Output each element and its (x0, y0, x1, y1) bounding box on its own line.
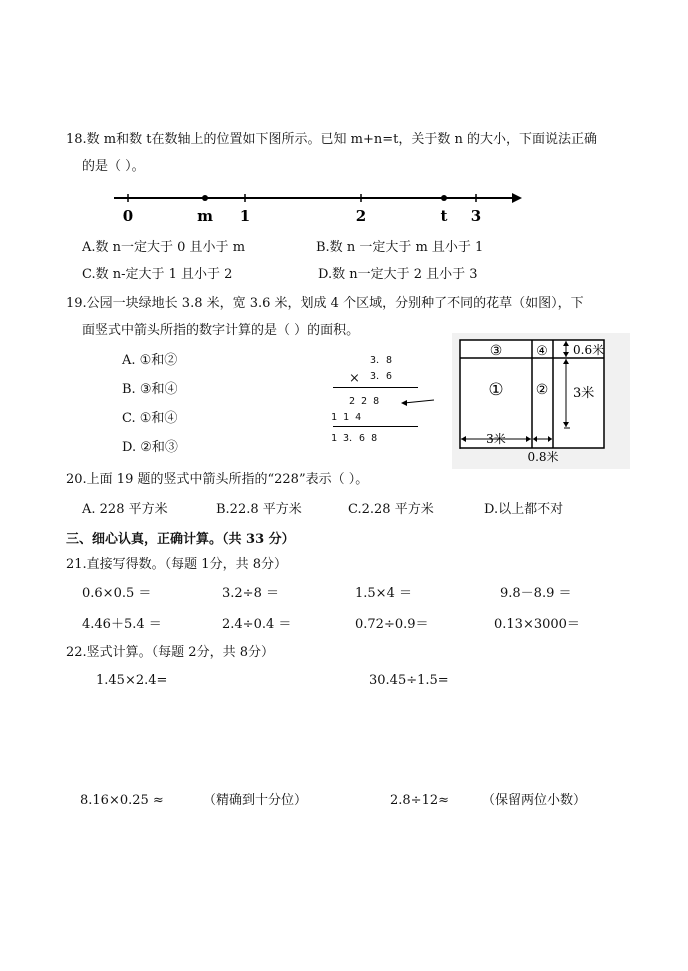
calc-row1: 3．8 (370, 355, 393, 366)
region-2: ② (535, 382, 549, 398)
axis-label-3: 3 (470, 207, 482, 225)
q22-item-4-note: （保留两位小数） (482, 793, 587, 808)
q19-line1: 19.公园一块绿地长 3.8 米，宽 3.6 米，划成 4 个区域，分别种了不同的花草（如图），下 (66, 296, 584, 311)
q18-option-c: C.数 n-定大于 1 且小于 2 (82, 267, 233, 282)
q19-line2: 面竖式中箭头所指的数字计算的是（ ）的面积。 (82, 323, 360, 338)
axis-label-0: 0 (122, 207, 134, 225)
dim-0.6m: 0.6米 (573, 343, 605, 357)
q21-item-7: 0.72÷0.9＝ (355, 617, 429, 632)
dim-3m-width: 3米 (486, 432, 506, 446)
q19-option-d: D. ②和③ (122, 440, 178, 455)
q18-line1: 18.数 m和数 t在数轴上的位置如下图所示。已知 m+n=t，关于数 n 的大小，下面说法正确 (66, 132, 597, 147)
calc-row5: 1 3．6 8 (331, 433, 378, 444)
q20-option-d: D.以上都不对 (484, 502, 564, 517)
q21-item-4: 9.8－8.9 ＝ (500, 586, 572, 601)
region-4: ④ (536, 344, 548, 359)
q18-option-a: A.数 n一定大于 0 且小于 m (82, 240, 246, 255)
calc-row4: 1 1 4 (331, 412, 362, 423)
q21-item-5: 4.46＋5.4 ＝ (82, 617, 162, 632)
region-1: ① (488, 380, 504, 400)
dim-3m-height: 3米 (573, 386, 595, 401)
q22-item-4: 2.8÷12≈ (390, 793, 450, 808)
q18-option-b: B.数 n 一定大于 m 且小于 1 (316, 240, 484, 255)
q19-option-c: C. ①和④ (122, 411, 178, 426)
section3-title: 三、细心认真，正确计算。（共 33 分） (66, 532, 295, 547)
calc-row3: 2 2 8 (349, 396, 380, 407)
calc-rule-1 (333, 387, 418, 388)
q20-option-b: B.22.8 平方米 (216, 502, 302, 517)
calc-rule-2 (333, 426, 418, 427)
q20-option-a: A. 228 平方米 (82, 502, 168, 517)
axis-label-m: m (197, 207, 213, 225)
q21-item-1: 0.6×0.5 ＝ (82, 586, 152, 601)
q21-item-3: 1.5×4 ＝ (355, 586, 412, 601)
q22-item-1: 1.45×2.4= (96, 673, 168, 688)
dim-0.8m: 0.8米 (527, 450, 559, 464)
q22-item-3: 8.16×0.25 ≈ (80, 793, 164, 808)
calc-row2: 3．6 (370, 371, 393, 382)
q22-item-2: 30.45÷1.5= (369, 673, 449, 688)
axis-label-t: t (440, 207, 448, 225)
axis-label-2: 2 (355, 207, 367, 225)
q21-item-8: 0.13×3000＝ (494, 617, 580, 632)
number-line (100, 185, 530, 230)
q19-option-b: B. ③和④ (122, 382, 178, 397)
q21-item-2: 3.2÷8 ＝ (222, 586, 279, 601)
q21-title: 21.直接写得数。（每题 1分，共 8分） (66, 557, 287, 572)
region-figure (452, 333, 630, 469)
axis-label-1: 1 (239, 207, 251, 225)
region-3: ③ (489, 343, 503, 359)
q18-option-d: D.数 n一定大于 2 且小于 3 (318, 267, 478, 282)
q22-item-3-note: （精确到十分位） (203, 793, 308, 808)
calc-times-sign: × (349, 371, 360, 386)
q18-line2: 的是（ ）。 (82, 159, 145, 174)
q21-item-6: 2.4÷0.4 ＝ (222, 617, 292, 632)
q19-option-a: A. ①和② (122, 353, 178, 368)
q20-line1: 20.上面 19 题的竖式中箭头所指的“228”表示（ ）。 (66, 472, 369, 487)
q20-option-c: C.2.28 平方米 (348, 502, 434, 517)
arrow-icon (400, 395, 436, 409)
q22-title: 22.竖式计算。（每题 2分，共 8分） (66, 645, 274, 660)
